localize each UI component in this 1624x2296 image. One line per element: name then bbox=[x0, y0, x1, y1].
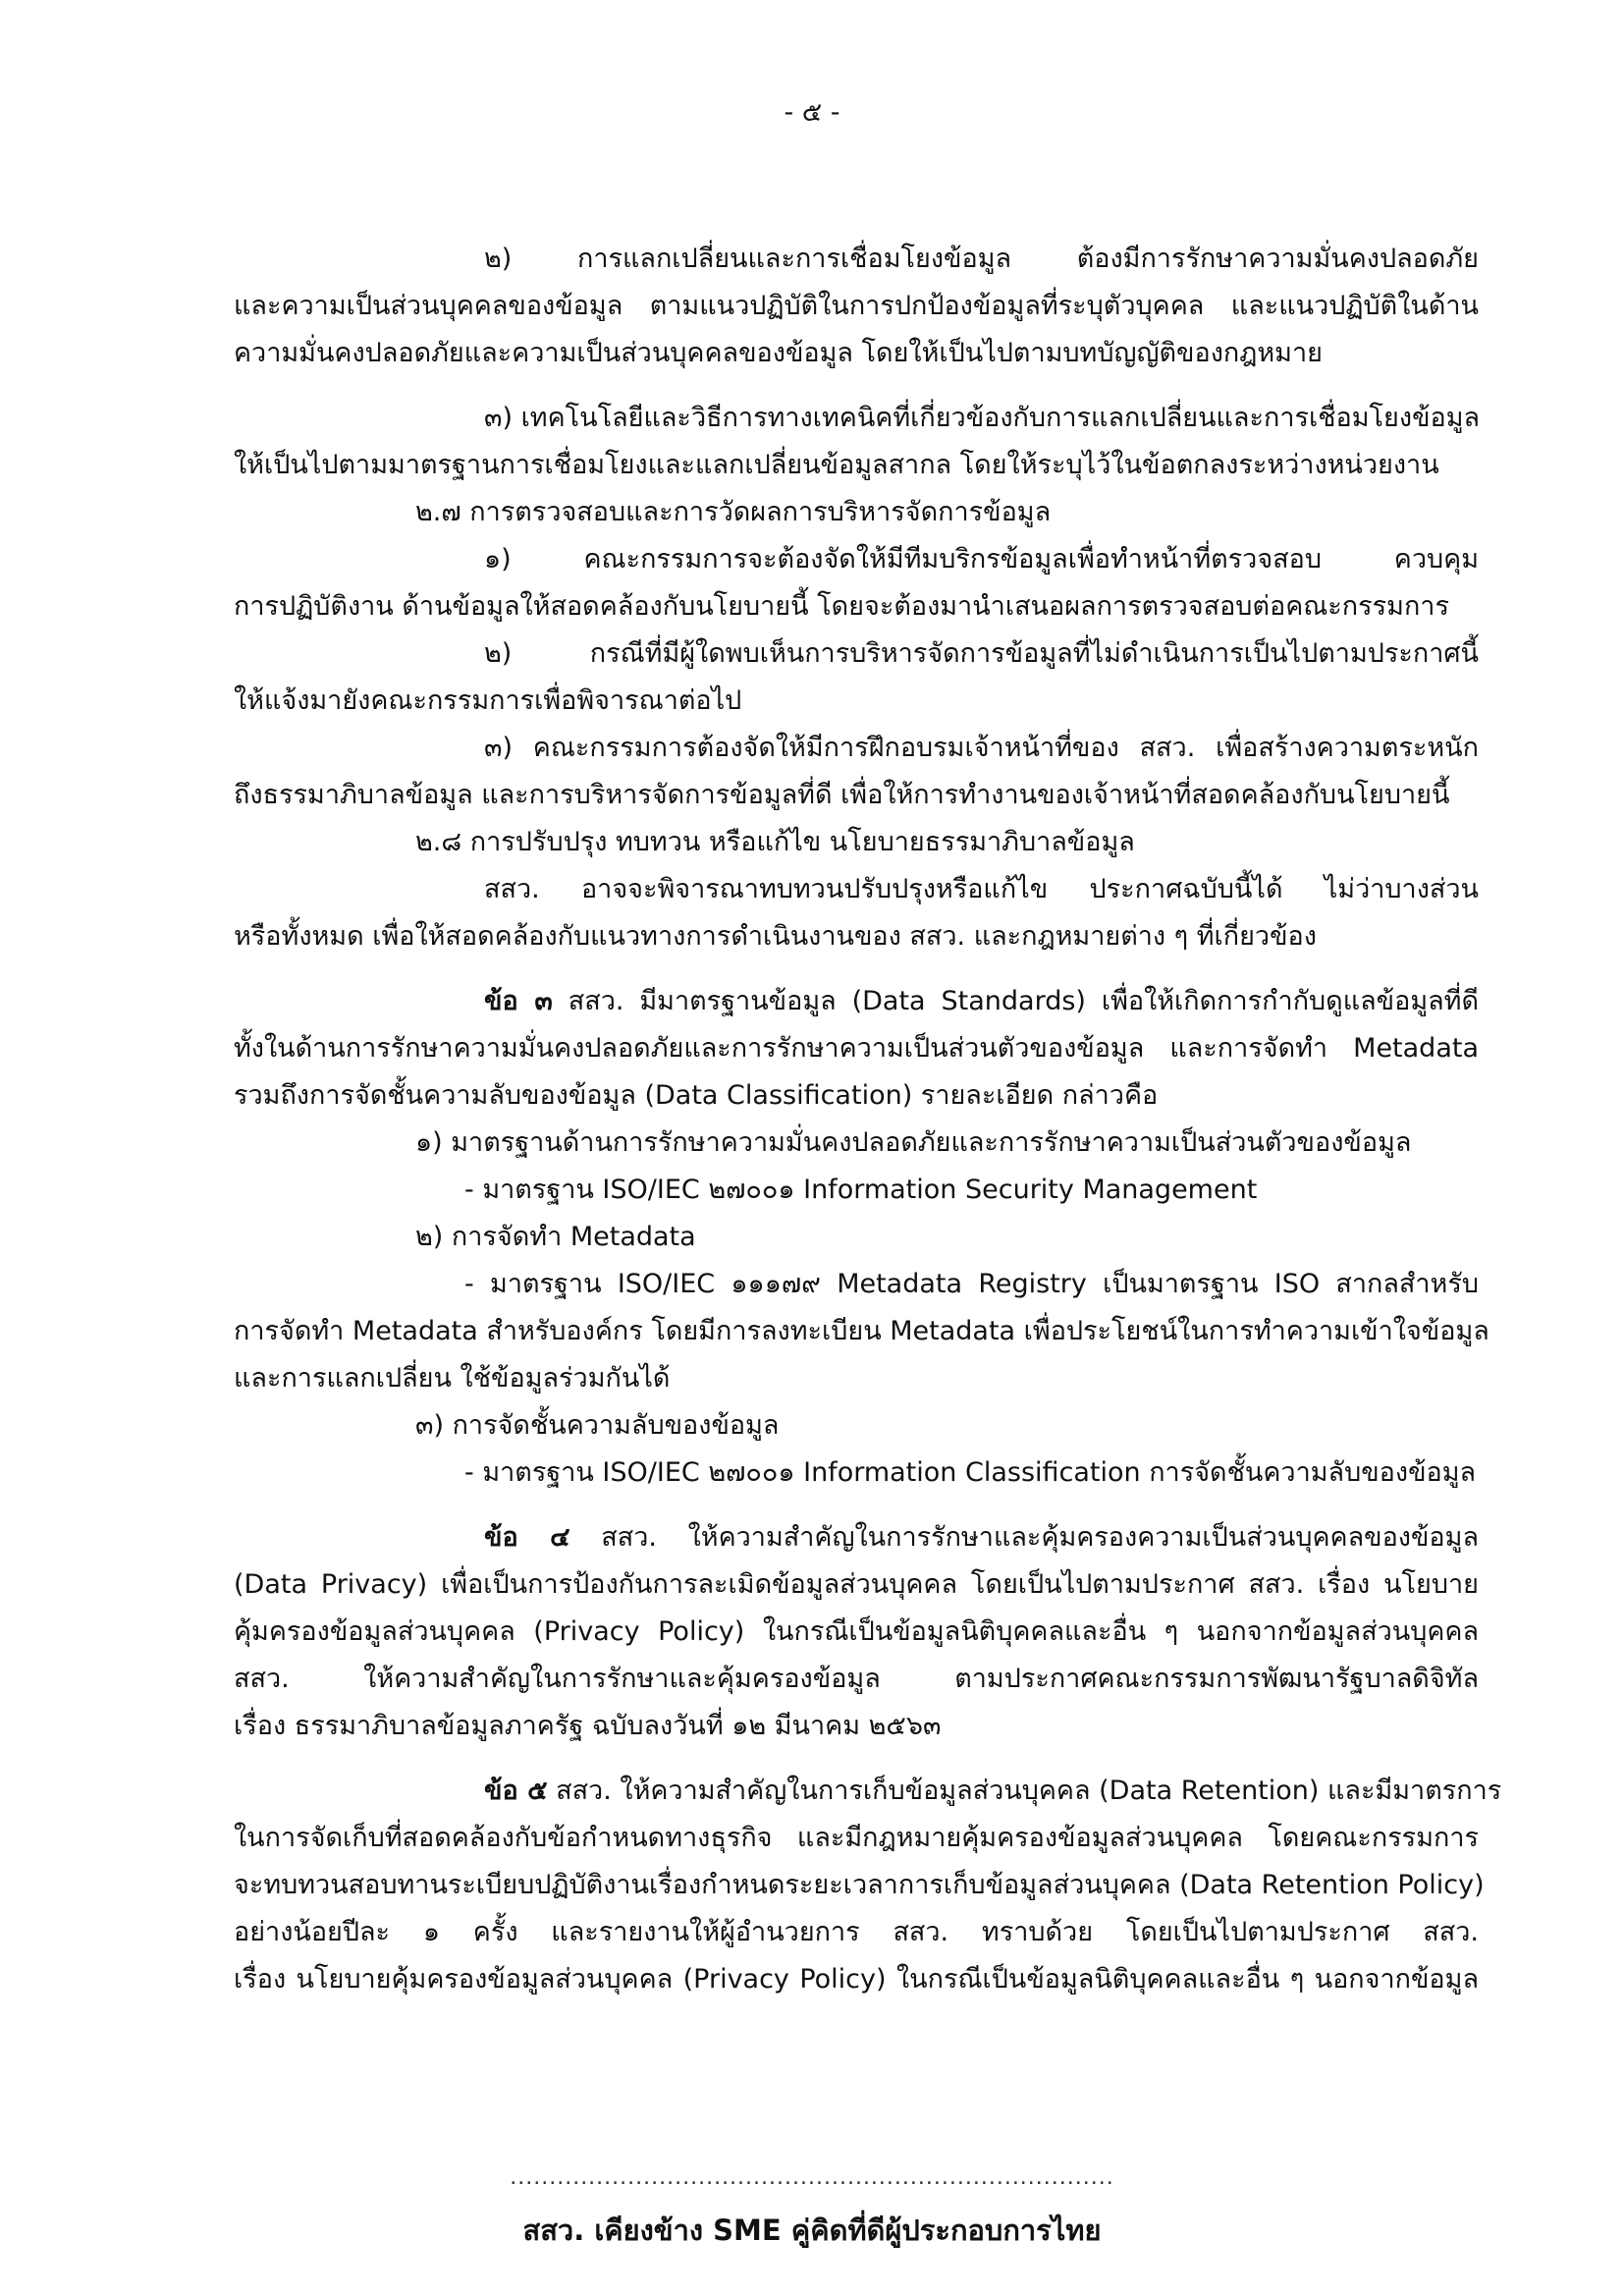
text-line: เรื่อง นโยบายคุ้มครองข้อมูลส่วนบุคคล (Privacy Policy) ในกรณีเป็นข้อมูลนิติบุคคลและอื่น ๆ นอกจากข้อมูล bbox=[234, 1964, 1479, 1995]
text-line: การจัดทำ Metadata สำหรับองค์กร โดยมีการลงทะเบียน Metadata เพื่อประโยชน์ในการทำความเข้าใจข้อมูล bbox=[234, 1316, 1489, 1346]
text-line: และการแลกเปลี่ยน ใช้ข้อมูลร่วมกันได้ bbox=[234, 1363, 671, 1394]
text-line: จะทบทวนสอบทานระเบียบปฏิบัติงานเรื่องกำหนดระยะเวลาการเก็บข้อมูลส่วนบุคคล (Data Retention Policy) bbox=[234, 1870, 1485, 1900]
page-number: - ๕ - bbox=[784, 97, 840, 128]
text-line: ข้อ ๓ สสว. มีมาตรฐานข้อมูล (Data Standards) เพื่อให้เกิดการกำกับดูแลข้อมูลที่ดี bbox=[484, 986, 1480, 1016]
text-line: ๓) เทคโนโลยีและวิธีการทางเทคนิคที่เกี่ยวข้องกับการแลกเปลี่ยนและการเชื่อมโยงข้อมูล bbox=[484, 403, 1481, 433]
list-item: - มาตรฐาน ISO/IEC ๑๑๑๗๙ Metadata Registry เป็นมาตรฐาน ISO สากลสำหรับ bbox=[464, 1269, 1479, 1299]
clause-5-data-retention bbox=[234, 1768, 1502, 2003]
text-line: รวมถึงการจัดชั้นความลับของข้อมูล (Data Classification) รายละเอียด กล่าวคือ bbox=[234, 1080, 1159, 1111]
list-item: ๒) การจัดทำ Metadata bbox=[415, 1222, 696, 1252]
text-line: และความเป็นส่วนบุคคลของข้อมูล ตามแนวปฏิบัติในการปกป้องข้อมูลที่ระบุตัวบุคคล และแนวปฏิบัติในด้าน bbox=[234, 291, 1479, 321]
text-line: (Data Privacy) เพื่อเป็นการป้องกันการละเมิดข้อมูลส่วนบุคคล โดยเป็นไปตามประกาศ สสว. เรื่อง นโยบาย bbox=[234, 1569, 1479, 1600]
footer-slogan: สสว. เคียงข้าง SME คู่คิดที่ดีผู้ประกอบการไทย bbox=[522, 2214, 1102, 2247]
paragraph-training bbox=[234, 725, 1479, 819]
text-line: ข้อ ๕ สสว. ให้ความสำคัญในการเก็บข้อมูลส่วนบุคคล (Data Retention) และมีมาตรการ bbox=[484, 1776, 1502, 1806]
section-heading-2-8: ๒.๘ การปรับปรุง ทบทวน หรือแก้ไข นโยบายธรรมาภิบาลข้อมูล bbox=[415, 827, 1135, 857]
text-line: ๒) การแลกเปลี่ยนและการเชื่อมโยงข้อมูล ต้องมีการรักษาความมั่นคงปลอดภัย bbox=[484, 244, 1479, 274]
text-line: สสว. อาจจะพิจารณาทบทวนปรับปรุงหรือแก้ไข ประกาศฉบับนี้ได้ ไม่ว่าบางส่วน bbox=[484, 874, 1479, 904]
list-item: - มาตรฐาน ISO/IEC ๒๗๐๐๑ Information Classification การจัดชั้นความลับของข้อมูล bbox=[464, 1457, 1477, 1488]
clause-label: ข้อ ๕ bbox=[484, 1776, 548, 1806]
clause-label: ข้อ ๓ bbox=[484, 986, 553, 1016]
clause-label: ข้อ ๔ bbox=[484, 1522, 570, 1553]
text-line: ทั้งในด้านการรักษาความมั่นคงปลอดภัยและการรักษาความเป็นส่วนตัวของข้อมูล และการจัดทำ Metadata bbox=[234, 1033, 1479, 1064]
footer-divider: ............................................................................. bbox=[510, 2165, 1114, 2190]
text-line: เรื่อง ธรรมาภิบาลข้อมูลภาครัฐ ฉบับลงวันที่ ๑๒ มีนาคม ๒๕๖๓ bbox=[234, 1711, 942, 1741]
text-line: ๒) กรณีที่มีผู้ใดพบเห็นการบริหารจัดการข้อมูลที่ไม่ดำเนินการเป็นไปตามประกาศนี้ bbox=[484, 638, 1479, 669]
list-item: ๓) การจัดชั้นความลับของข้อมูล bbox=[415, 1410, 780, 1441]
text-line: ให้เป็นไปตามมาตรฐานการเชื่อมโยงและแลกเปลี่ยนข้อมูลสากล โดยให้ระบุไว้ในข้อตกลงระหว่างหน่วยงาน bbox=[234, 450, 1439, 480]
text-line: ข้อ ๔ สสว. ให้ความสำคัญในการรักษาและคุ้มครองความเป็นส่วนบุคคลของข้อมูล bbox=[484, 1522, 1479, 1553]
text-line: การปฏิบัติงาน ด้านข้อมูลให้สอดคล้องกับนโยบายนี้ โดยจะต้องมานำเสนอผลการตรวจสอบต่อคณะกรรมการ bbox=[234, 591, 1449, 622]
list-item: ๑) มาตรฐานด้านการรักษาความมั่นคงปลอดภัยและการรักษาความเป็นส่วนตัวของข้อมูล bbox=[415, 1127, 1412, 1158]
clause-4-data-privacy bbox=[234, 1514, 1479, 1750]
text-line: คุ้มครองข้อมูลส่วนบุคคล (Privacy Policy) ในกรณีเป็นข้อมูลนิติบุคคลและอื่น ๆ นอกจากข้อมูลส่วนบุคคล bbox=[234, 1616, 1479, 1647]
text-line: อย่างน้อยปีละ ๑ ครั้ง และรายงานให้ผู้อำนวยการ สสว. ทราบด้วย โดยเป็นไปตามประกาศ สสว. bbox=[234, 1917, 1479, 1947]
paragraph-policy-revision bbox=[234, 866, 1479, 960]
paragraph-3-technology bbox=[234, 395, 1479, 489]
paragraph-2-exchange-security bbox=[234, 236, 1479, 377]
text-line: หรือทั้งหมด เพื่อให้สอดคล้องกับแนวทางการดำเนินงานของ สสว. และกฎหมายต่าง ๆ ที่เกี่ยวข้อง bbox=[234, 921, 1317, 952]
text-line: สสว. ให้ความสำคัญในการรักษาและคุ้มครองข้อมูล ตามประกาศคณะกรรมการพัฒนารัฐบาลดิจิทัล bbox=[234, 1664, 1479, 1694]
text-line: ความมั่นคงปลอดภัยและความเป็นส่วนบุคคลของข้อมูล โดยให้เป็นไปตามบทบัญญัติของกฎหมาย bbox=[234, 338, 1323, 368]
text-line: ๑) คณะกรรมการจะต้องจัดให้มีทีมบริกรข้อมูลเพื่อทำหน้าที่ตรวจสอบ ควบคุม bbox=[484, 544, 1479, 574]
document-body bbox=[234, 236, 1502, 2003]
text-line: ให้แจ้งมายังคณะกรรมการเพื่อพิจารณาต่อไป bbox=[234, 685, 742, 716]
paragraph-report-violation bbox=[234, 630, 1479, 725]
paragraph-audit-team bbox=[234, 536, 1479, 630]
text-line: ในการจัดเก็บที่สอดคล้องกับข้อกำหนดทางธุรกิจ และมีกฎหมายคุ้มครองข้อมูลส่วนบุคคล โดยคณะกรรมการ bbox=[234, 1823, 1479, 1853]
list-item: - มาตรฐาน ISO/IEC ๒๗๐๐๑ Information Security Management bbox=[464, 1175, 1258, 1205]
clause-3-data-standards bbox=[234, 978, 1489, 1497]
text-line: ๓) คณะกรรมการต้องจัดให้มีการฝึกอบรมเจ้าหน้าที่ของ สสว. เพื่อสร้างความตระหนัก bbox=[484, 733, 1479, 763]
section-heading-2-7: ๒.๗ การตรวจสอบและการวัดผลการบริหารจัดการข้อมูล bbox=[415, 497, 1052, 527]
text-line: ถึงธรรมาภิบาลข้อมูล และการบริหารจัดการข้อมูลที่ดี เพื่อให้การทำงานของเจ้าหน้าที่สอดคล้องกับนโยบายนี้ bbox=[234, 780, 1450, 810]
